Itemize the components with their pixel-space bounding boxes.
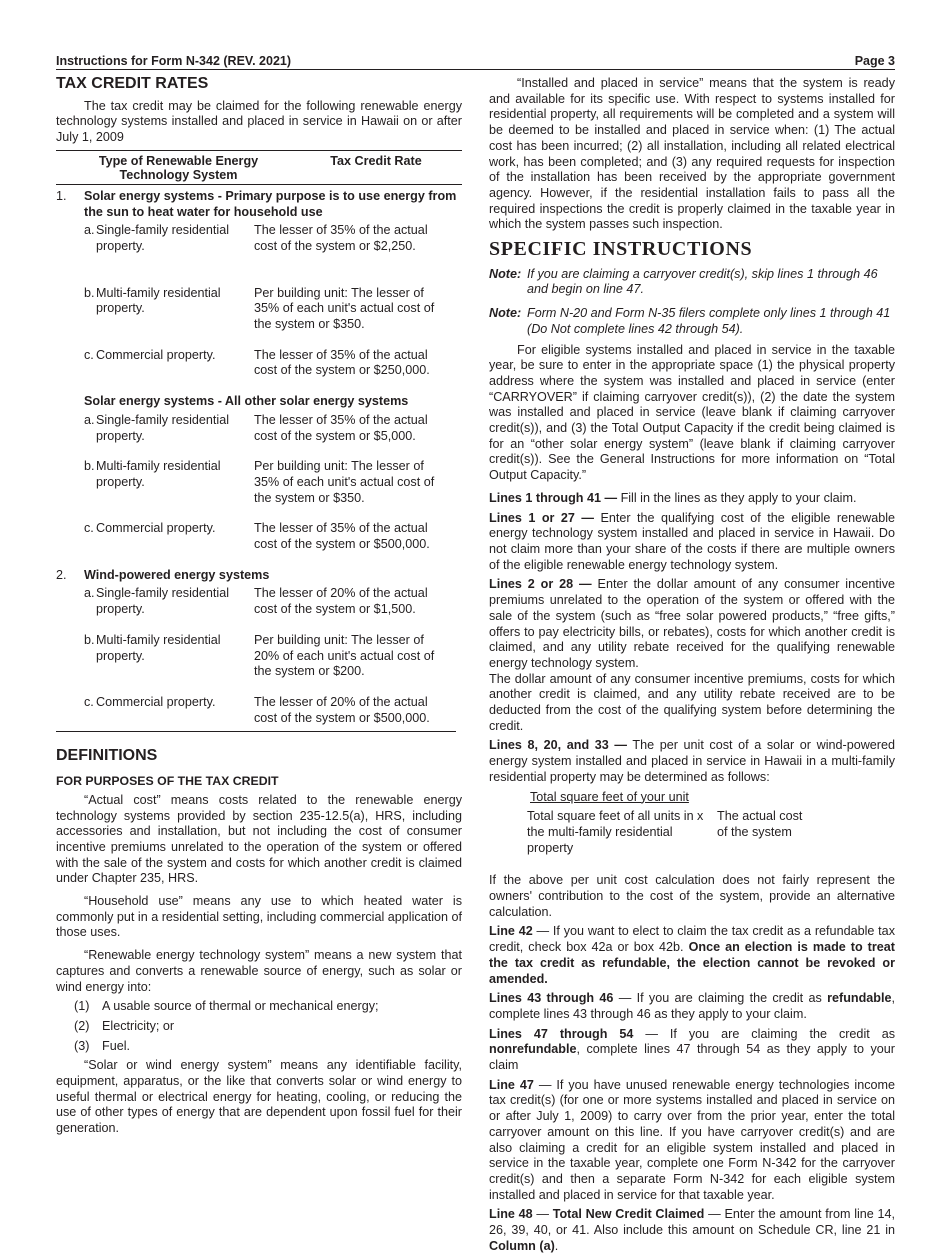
line-42: Line 42 — If you want to elect to claim the tax credit as a refundable tax credit, check box 42a or box 42b. Once an election is made to treat the tax credit as refundable, the election cannot be revoked or amended. (489, 924, 895, 986)
category-1 (56, 189, 462, 220)
rates-table-header (56, 151, 462, 184)
lines-1-27: Lines 1 or 27 — Enter the qualifying cost of the eligible renewable energy technology system installed and placed in service in Hawaii. Do not claim more than your share of the costs if there are multiple owners of the eligible renewable energy technology system. (489, 510, 896, 572)
def-household-use: “Household use” means any use to which heated water is commonly put in a residential setting, including commercial application of those uses. (56, 894, 463, 940)
formula-numerator: Total square feet of your unit (530, 789, 689, 804)
rate-text: The lesser of 35% of the actual cost of the system or $5,000. (254, 412, 428, 443)
header-rule (56, 69, 895, 70)
rate-text: Per building unit: The lesser of 35% of each unit's actual cost of the system or $350. (254, 459, 435, 505)
rate-text: The lesser of 35% of the actual cost of the system or $250,000. (254, 347, 430, 378)
eligible-systems-para: For eligible systems installed and placed in service in the taxable year, be sure to enter in the appropriate space (1) the physical property address where the system was installed and placed in service (enter “CARRYOVER” if claiming carryover credit(s)), (2) the date the system was installed and placed in service (leave blank if claiming carryover credit(s)), and (3) the Total Output Capacity if the credit being claimed is for an “other solar energy system” (leave blank if claiming carryover credit(s)). See the General Instructions for more information on “Total Output Capacity.” (489, 342, 895, 483)
rate-text: The lesser of 20% of the actual cost of the system or $500,000. (254, 694, 430, 725)
def-renewable-system: “Renewable energy technology system” means a new system that captures and converts a renewable source of energy, such as solar or wind energy into: (56, 948, 462, 994)
rate-row: a.Single-family residential property. The lesser of 35% of the actual cost of the system or $5,000. (56, 413, 462, 444)
category-title: Solar energy systems - Primary purpose is to use energy from the sun to heat water for household use (84, 188, 457, 219)
line-47: Line 47 — If you have unused renewable energy technologies income tax credit(s) (for one or more systems installed and placed in service on or after July 1, 2009) to carry over from the prior year, enter the total carryover amount on this line. If you have carryover credit(s) and are also claiming a credit for an eligible system installed and placed in service in the taxable year, complete one Form N-342 for the carryover credit(s) and then a separate Form N-342 for each eligible system installed and placed in service for that taxable year. (489, 1077, 896, 1202)
form-title: Instructions for Form N-342 (REV. 2021) (56, 54, 292, 68)
rate-text: The lesser of 35% of the actual cost of the system or $2,250. (254, 223, 428, 253)
list-item: (1) A usable source of thermal or mechanical energy; (74, 999, 379, 1014)
def-solar-wind: “Solar or wind energy system” means any identifiable facility, equipment, apparatus, or the like that converts solar or wind energy to useful thermal or electrical energy for heating, cooling, or reducing the use of other types of energy that are dependent upon fossil fuel for their generation. (56, 1058, 462, 1136)
rate-text: Per building unit: The lesser of 20% of each unit's actual cost of the system or $200. (254, 632, 435, 679)
page-header (56, 54, 895, 70)
rate-row: b.Multi-family residential property. Per building unit: The lesser of 35% of each unit's actual cost of the system or $350. (56, 459, 462, 506)
lines-8-20-33: Lines 8, 20, and 33 — The per unit cost of a solar or wind-powered energy system installed and placed in service in Hawaii in a multi-family residential property may be determined as follows: (489, 738, 896, 784)
definitions-heading: DEFINITIONS (56, 747, 158, 765)
category-2 (56, 568, 462, 584)
rate-text: The lesser of 20% of the actual cost of the system or $1,500. (254, 586, 428, 617)
col-rate-header: Tax Credit Rate (330, 153, 422, 168)
alternative-calc-para: If the above per unit cost calculation does not fairly represent the owners' contribution to the cost of the system, provide an alternative calculation. (489, 873, 895, 919)
line-48: Line 48 — Total New Credit Claimed — Enter the amount from line 14, 26, 39, 40, or 41. Also include this amount on Schedule CR, line 21 in Column (a). (489, 1207, 896, 1253)
rate-row: b.Multi-family residential property. Per building unit: The lesser of 35% of each unit's actual cost of the system or $350. (56, 286, 462, 333)
page-number: Page 3 (854, 54, 895, 68)
lines-2-28: Lines 2 or 28 — Enter the dollar amount of any consumer incentive premiums unrelated to the operation of the system or offered with the sale of the system (such as “free solar powered products,” “free gifts,” offers to pay electricity bills, or rebates), costs for which another credit is claimed, and any utility rebate received for the qualifying renewable energy technology system. (489, 577, 895, 670)
category-number: 2. (56, 567, 67, 582)
formula-multiply: x (697, 809, 704, 824)
lines-43-46: Lines 43 through 46 — If you are claiming the credit as refundable, complete lines 43 through 46 as they apply to your claim. (489, 991, 895, 1021)
right-column (489, 76, 895, 1255)
table-bottom-rule (56, 731, 456, 732)
rate-row: a.Single-family residential property. The lesser of 35% of the actual cost of the system or $2,250. (56, 223, 462, 254)
rates-intro: The tax credit may be claimed for the following renewable energy technology systems installed and placed in service in Hawaii on or after July 1, 2009 (56, 98, 462, 145)
category-title: Wind-powered energy systems (84, 567, 270, 582)
note-filers: Note: Form N-20 and Form N-35 filers complete only lines 1 through 41 (Do Not complete lines 42 through 54). (489, 306, 891, 336)
deduct-para: The dollar amount of any consumer incentive premiums, costs for which another credit is claimed, and any utility rebate received are to be deducted from the cost of the qualifying system before determining the credit. (489, 671, 895, 733)
rate-row: c. Commercial property. The lesser of 35% of the actual cost of the system or $500,000. (56, 521, 462, 552)
definitions-subheading: FOR PURPOSES OF THE TAX CREDIT (56, 774, 279, 789)
list-item: (2) Electricity; or (74, 1018, 175, 1033)
rates-heading: TAX CREDIT RATES (56, 75, 209, 92)
category-number: 1. (56, 188, 67, 203)
lines-47-54: Lines 47 through 54 — If you are claiming the credit as nonrefundable, complete lines 47 through 54 as they apply to your claim (489, 1026, 896, 1073)
lines-1-41: Lines 1 through 41 — Fill in the lines as they apply to your claim. (489, 490, 857, 505)
list-item: (3) Fuel. (74, 1038, 130, 1053)
specific-instructions-heading: SPECIFIC INSTRUCTIONS (489, 238, 753, 261)
rate-text: The lesser of 35% of the actual cost of the system or $500,000. (254, 521, 430, 552)
rate-row: c. Commercial property. The lesser of 35% of the actual cost of the system or $250,000. (56, 348, 462, 379)
category-title: Solar energy systems - All other solar energy systems (84, 394, 409, 409)
formula-denominator: Total square feet of all units in the multi-family residential property (527, 809, 694, 855)
left-column (56, 76, 462, 1137)
col-type-header: Type of Renewable Energy Technology System (98, 153, 259, 182)
rate-row: b.Multi-family residential property. Per building unit: The lesser of 20% of each unit's actual cost of the system or $200. (56, 633, 462, 680)
rate-row: c. Commercial property. The lesser of 20% of the actual cost of the system or $500,000. (56, 695, 462, 726)
per-unit-formula (527, 790, 895, 857)
note-carryover: Note: If you are claiming a carryover credit(s), skip lines 1 through 46 and begin on line 47. (489, 266, 878, 297)
formula-cost: The actual cost of the system (717, 809, 803, 839)
installed-definition: “Installed and placed in service” means that the system is ready and available for its specific use. With respect to systems installed for residential property, all requirements will be completed and a system will be deemed to be installed and placed in service when: (1) The actual cost has been incurred; (2) all installation, including all related electrical work, has been completed; and (3) any required requests for inspection of the installation has been received by the appropriate government agency. However, if the residential installation fails to pass all the required inspections the credit is properly claimed in the taxable year in which the system passes such inspection. (489, 76, 895, 232)
rate-text: Per building unit: The lesser of 35% of each unit's actual cost of the system or $350. (254, 285, 435, 332)
energy-list (74, 999, 462, 1054)
def-actual-cost: “Actual cost” means costs related to the renewable energy technology systems provided by section 235-12.5(a), HRS, including accessories and installation, but not including the cost of consumer incentive premiums unrelated to the operation of the system or offered with the sale of the system and costs for which another credit is claimed under Chapter 235, HRS. (56, 792, 462, 886)
table-header-rule (56, 184, 462, 185)
rate-row: a.Single-family residential property. The lesser of 20% of the actual cost of the system or $1,500. (56, 586, 462, 617)
